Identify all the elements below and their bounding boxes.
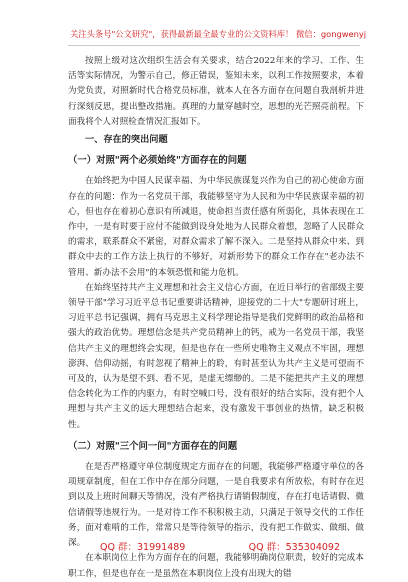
footer	[100, 539, 340, 553]
header-divider	[68, 45, 360, 46]
paragraph-4: 在本职岗位上作为方面存在的问题，我能够明确岗位职责，较好的完成本职工作，但是也存在一是虽然在本职岗位上没有出现大的错	[68, 553, 364, 579]
document-body	[68, 54, 364, 582]
intro-paragraph: 按照上级对这次组织生活会有关要求，结合2022年来的学习、工作、生活等实际情况，为警示自己，修正错误，鉴知未来，以利工作按照要求，本着为党负责，对照新时代合格党员标准，就本人在各方面存在问题自我剖析并进行深刻反思，提出整改措施。真理的力量穿越时空，思想的光芒照亮前程。下面我将个人对照检查情况汇报如下。	[68, 56, 364, 127]
paragraph-2: 在始终坚持共产主义理想和社会主义信心方面，在近日举行的省部级主要领导干部"学习习近平总书记重要讲话精神，迎接党的二十大"专题研讨班上，习近平总书记强调，拥有马克思主义科学理论指导是我们党鲜明的政治品格和强大的政治优势。理想信念是共产党员精神上的钙，戒为一名党员干部，我坚信共产主义的理想终会实现，但是也存在一些所史唯物主义观点不牢固，理想澎湃、信仰动摇，有时忽视了精神上的聆，有时甚至认为共产主义是可望而不可及的，认为是望不到、看不见，是虚无缥缈的。二是不能把共产主义的理想信念转化为工作的内驱力，有时空喊口号，没有很好的结合实际，没有把个人理想与共产主义的远大理想结合起来，没有激发干事创业的热情，缺乏积极性。	[68, 282, 364, 430]
header-banner: 关注头条号"公文研究"，获得最新最全最专业的公文资料库！ 微信：gongwenyj	[70, 29, 367, 39]
paragraph-1: 在始终把为中国人民谋幸福、为中华民族谋复兴作为自己的初心使命方面存在的问题：作为一名党员干部，我能够坚守为人民和为中华民族谋幸福的初心，但也存在着初心意识有所减退，使命担当责任感有所弱化，具体表现在工作中，一是有时要于应付不能做到设身处地为人民群众着想，忽略了人民群众的需求，联系群众不紧密，对群众需求了解不深入。二是坚持从群众中来、到群众中去的工作方法上执行的不够好，对新形势下的群众工作存在"老办法不管用、新办法不会用"的本领恐慌和能力危机。	[68, 176, 364, 278]
footer-qq-group-1: QQ 群：31991489	[100, 542, 186, 553]
section-heading-1: 一、存在的突出问题	[85, 134, 168, 146]
subsection-heading-2: （二）对照"三个问一问"方面存在的问题	[68, 440, 238, 452]
subsection-heading-1: （一）对照"两个必须始终"方面存在的问题	[68, 155, 247, 167]
paragraph-3: 在是否严格遵守单位制度规定方面存在的问题，我能够严格遵守单位的各项规章制度，但在工作中存在部分问题，一是自我要求有所放松，有时存在迟到以及上班时间聊天等情况，没有严格执行请销假制度，存在打电话请假、微信请假等违规行为。一是对待工作不积积极主动，只满足于领导交代的工作任务，面对难啃的工作，常常只是等待领导的指示，没有把工作做实、做细、做深。	[68, 462, 364, 549]
footer-qq-group-2: QQ 群：535304092	[248, 542, 340, 553]
